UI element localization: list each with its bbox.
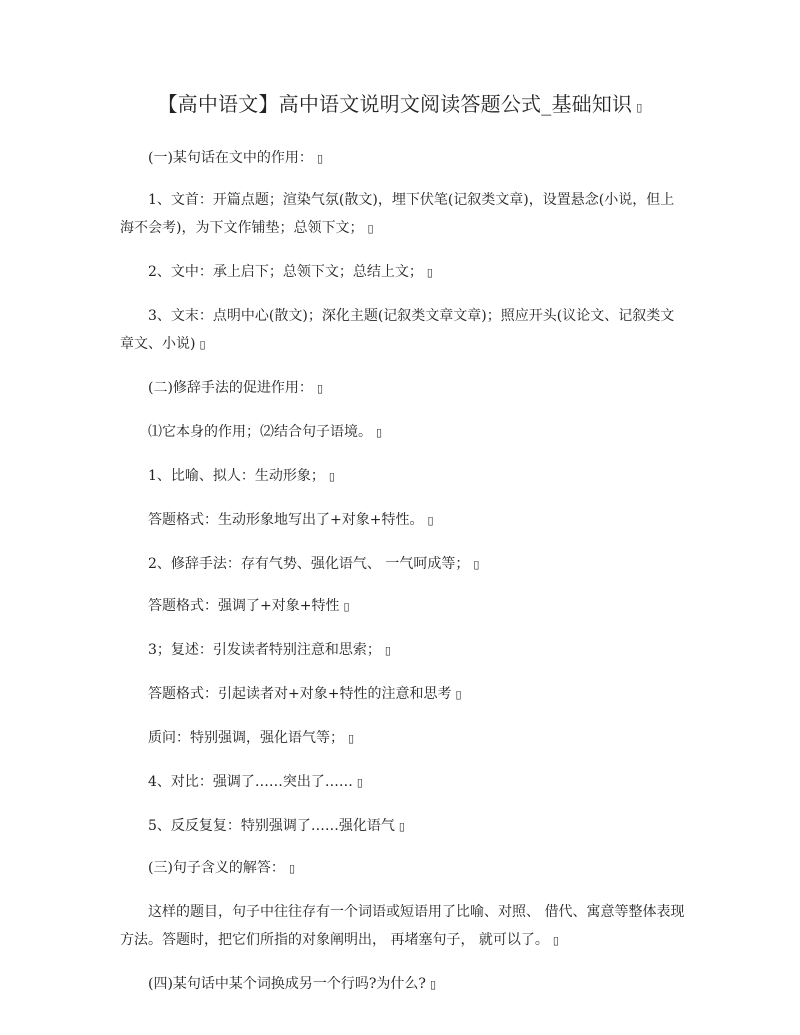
paragraph (120, 374, 685, 403)
paragraph-text: 答题格式：强调了+对象+特性 (148, 598, 340, 614)
paragraph-mark-icon: ▯ (473, 558, 480, 571)
paragraph-mark-icon: ▯ (426, 266, 433, 279)
paragraph-mark-icon: ▯ (427, 514, 434, 527)
paragraph-mark-icon: ▯ (455, 688, 462, 701)
paragraph-mark-icon: ▯ (367, 222, 374, 235)
paragraph-text: 2、文中：承上启下；总领下文；总结上文； (148, 264, 423, 280)
paragraph-text: (二)修辞手法的促进作用： (148, 380, 313, 396)
document-title (0, 90, 800, 122)
paragraph (120, 812, 685, 841)
paragraph-text: 3、文末：点明中心(散文)；深化主题(记叙类文章文章)；照应开头(议论文、记叙类文章文、小说) (120, 308, 675, 352)
paragraph (120, 258, 685, 287)
paragraph-mark-icon: ▯ (199, 338, 206, 351)
paragraph-text: ⑴它本身的作用；⑵结合句子语境。 (148, 424, 372, 440)
paragraph (120, 854, 685, 883)
paragraph-text: (四)某句话中某个词换成另一个行吗?为什么? (148, 976, 426, 992)
paragraph-mark-icon: ▯ (429, 978, 436, 991)
paragraph (120, 186, 685, 243)
paragraph-mark-icon: ▯ (384, 644, 391, 657)
paragraph (120, 970, 685, 999)
paragraph-text: 1、比喻、拟人：生动形象； (148, 468, 325, 484)
paragraph-mark-icon: ▯ (348, 732, 355, 745)
paragraph-text: 质问：特别强调，强化语气等； (148, 730, 344, 746)
paragraph (120, 724, 685, 753)
paragraph-mark-icon: ▯ (398, 820, 405, 833)
paragraph-mark-icon: ▯ (328, 470, 335, 483)
paragraph (120, 550, 685, 579)
paragraph (120, 144, 685, 173)
paragraph-mark-icon: ▯ (376, 426, 383, 439)
paragraph (120, 592, 685, 621)
paragraph-text: 1、文首：开篇点题；渲染气氛(散文)，埋下伏笔(记叙类文章)，设置悬念(小说，但上海不会考)，为下文作铺垫；总领下文； (120, 192, 675, 236)
paragraph-mark-icon: ▯ (356, 776, 363, 789)
paragraph (120, 636, 685, 665)
paragraph (120, 898, 685, 955)
paragraph-text: (三)句子含义的解答： (148, 860, 285, 876)
paragraph-mark-icon: ▯ (316, 382, 323, 395)
paragraph-mark-icon: ▯ (316, 152, 323, 165)
paragraph-mark-icon: ▯ (552, 934, 559, 947)
paragraph (120, 302, 685, 359)
paragraph-mark-icon: ▯ (288, 862, 295, 875)
paragraph (120, 680, 685, 709)
paragraph-mark-icon: ▯ (343, 600, 350, 613)
paragraph-text: 4、对比：强调了……突出了…… (148, 774, 353, 790)
paragraph-text: 3；复述：引发读者特别注意和思索； (148, 642, 381, 658)
paragraph-text: 答题格式：引起读者对+对象+特性的注意和思考 (148, 686, 452, 702)
paragraph-text: 5、反反复复：特别强调了……强化语气 (148, 818, 395, 834)
paragraph (120, 462, 685, 491)
paragraph-text: 答题格式：生动形象地写出了+对象+特性。 (148, 512, 424, 528)
paragraph-text: 2、修辞手法：存有气势、强化语气、 一气呵成等； (148, 556, 470, 572)
paragraph (120, 768, 685, 797)
paragraph-mark-icon: ▯ (636, 101, 643, 114)
paragraph-text: 这样的题目，句子中往往存有一个词语或短语用了比喻、对照、 借代、寓意等整体表现方法。答题时，把它们所指的对象阐明出， 再堵塞句子， 就可以了。 (120, 904, 685, 948)
paragraph (120, 418, 685, 447)
paragraph-text: (一)某句话在文中的作用： (148, 150, 313, 166)
paragraph (120, 506, 685, 535)
document-title-text: 【高中语文】高中语文说明文阅读答题公式_基础知识 (157, 92, 633, 116)
